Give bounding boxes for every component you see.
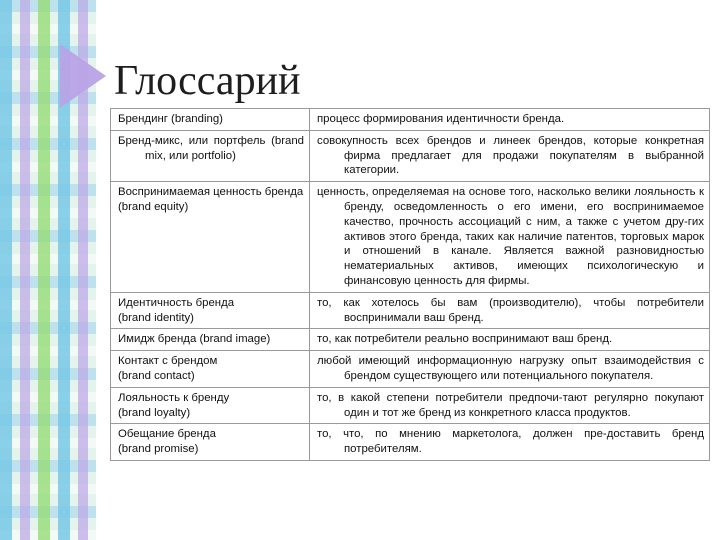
definition-text: то, как потребители реально воспринимают ваш бренд. [317, 333, 613, 346]
glossary-table [110, 108, 710, 461]
term-name: Лояльность к бренду [118, 391, 230, 404]
term-name: Идентичность бренда [118, 296, 235, 309]
term-cell [111, 351, 310, 388]
definition-text: то, как хотелось бы вам (производителю), чтобы потребители воспринимали ваш бренд. [317, 296, 704, 324]
term-name: Брендинг (branding) [118, 113, 223, 125]
term-cell [111, 424, 310, 461]
definition-cell [310, 424, 710, 461]
definition-text: процесс формирования идентичности бренда. [317, 113, 565, 125]
table-row [111, 351, 710, 388]
definition-cell [310, 387, 710, 424]
term-cell [111, 182, 310, 293]
definition-cell [310, 351, 710, 388]
term-english: (brand equity) [118, 200, 189, 213]
table-row [111, 109, 710, 131]
table-row [111, 292, 710, 329]
definition-text: то, что, по мнению маркетолога, должен пре-доставить бренд потребителям. [317, 428, 704, 456]
term-name: Контакт с брендом [118, 355, 218, 368]
decorative-triangle [60, 44, 106, 108]
table-row [111, 424, 710, 461]
table-row [111, 329, 710, 351]
term-english: (brand loyalty) [118, 406, 191, 419]
term-cell [111, 130, 310, 181]
term-english: (brand contact) [118, 369, 195, 382]
definition-cell [310, 329, 710, 351]
definition-cell [310, 130, 710, 181]
term-name: Обещание бренда [118, 428, 216, 441]
term-english: (brand promise) [118, 443, 199, 456]
definition-text: совокупность всех брендов и линеек брендов, которые конкретная фирма предлагает для продажи покупателям в выбранной категории. [317, 134, 704, 177]
definition-cell [310, 109, 710, 131]
term-english: (brand identity) [118, 311, 194, 324]
definition-text: то, в какой степени потребители предпочи-тают регулярно покупают один и тот же бренд из конкретного класса продуктов. [317, 391, 704, 419]
term-cell [111, 387, 310, 424]
term-name: Воспринимаемая ценность бренда [118, 186, 304, 199]
term-name: Бренд-микс, или портфель (brand mix, или portfolio) [118, 134, 304, 162]
term-cell [111, 109, 310, 131]
term-name: Имидж бренда (brand image) [118, 333, 271, 346]
term-cell [111, 292, 310, 329]
definition-cell [310, 182, 710, 293]
definition-text: любой имеющий информационную нагрузку опыт взаимодействия с брендом существующего или потенциального покупателя. [317, 355, 704, 382]
definition-text: ценность, определяемая на основе того, насколько велики лояльность к бренду, осведомленность о его имени, его воспринимаемое качество, прочность ассоциаций с ним, а также с учетом дру-гих активов этого бренда, таких как наличие патентов, торговых марок и отношений в канале. Является важной разновидностью нематериальных активов, имеющих психологическую и финансовую ценность для фирмы. [317, 186, 704, 287]
table-row [111, 387, 710, 424]
table-row [111, 130, 710, 181]
slide-title: Глоссарий [114, 58, 301, 104]
term-cell [111, 329, 310, 351]
table-row [111, 182, 710, 293]
definition-cell [310, 292, 710, 329]
